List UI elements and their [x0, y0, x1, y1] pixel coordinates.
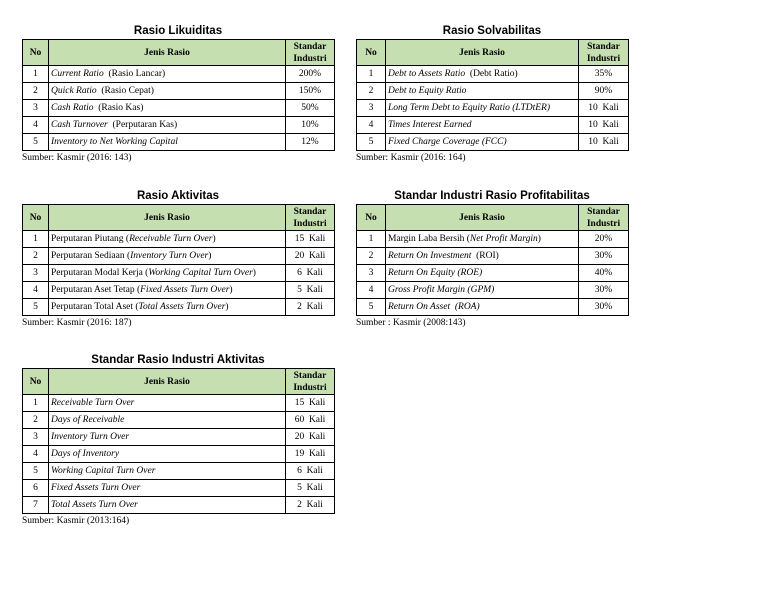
standard-value: 30%	[579, 248, 629, 265]
table-row	[23, 248, 335, 265]
ratio-name	[49, 299, 286, 316]
table-title: Standar Industri Rasio Profitabilitas	[394, 190, 590, 202]
ratio-name	[386, 117, 579, 134]
header-standar: Standar Industri	[579, 40, 629, 66]
standard-value: 30%	[579, 299, 629, 316]
ratio-name	[49, 100, 286, 117]
table-row	[23, 395, 335, 412]
ratio-name-part: Perputaran Modal Kerja (	[51, 268, 149, 278]
table-title: Rasio Aktivitas	[136, 190, 220, 202]
row-number: 4	[23, 117, 49, 134]
row-number: 3	[23, 429, 49, 446]
ratio-name-part: Fixed Assets Turn Over	[140, 285, 230, 295]
row-number: 4	[23, 446, 49, 463]
table-row	[23, 134, 335, 151]
standard-value: 20 Kali	[286, 429, 335, 446]
table-row	[23, 429, 335, 446]
ratio-name-part: )	[252, 268, 256, 278]
source-note: Sumber: Kasmir (2016: 164)	[356, 153, 466, 163]
table-title: Rasio Solvabilitas	[442, 25, 542, 37]
ratio-name-part: Fixed Charge Coverage (FCC)	[388, 137, 507, 147]
ratio-name-part: Inventory Turn Over	[51, 432, 130, 442]
ratio-name-part: Fixed Assets Turn Over	[51, 483, 141, 493]
standard-value: 6 Kali	[286, 265, 335, 282]
ratio-name-part: Times Interest Earned	[388, 120, 472, 130]
table-row	[357, 66, 629, 83]
table-row	[357, 117, 629, 134]
header-no: No	[23, 369, 49, 395]
ratio-name	[386, 299, 579, 316]
table-row	[23, 282, 335, 299]
ratio-name	[49, 282, 286, 299]
table-title: Rasio Likuiditas	[133, 25, 223, 37]
ratio-name-part: Working Capital Turn Over	[51, 466, 156, 476]
ratio-name	[49, 497, 286, 514]
table-title: Standar Rasio Industri Aktivitas	[91, 354, 265, 366]
table-row	[23, 299, 335, 316]
row-number: 2	[357, 83, 386, 100]
header-standar: Standar Industri	[579, 205, 629, 231]
ratio-name	[49, 66, 286, 83]
ratio-table	[22, 39, 335, 151]
standard-value: 19 Kali	[286, 446, 335, 463]
row-number: 5	[23, 134, 49, 151]
standard-value: 10 Kali	[579, 134, 629, 151]
table-row	[23, 497, 335, 514]
header-jenis: Jenis Rasio	[386, 205, 579, 231]
table-row	[23, 100, 335, 117]
row-number: 1	[357, 231, 386, 248]
row-number: 3	[23, 265, 49, 282]
ratio-table	[22, 204, 335, 316]
ratio-name-part: Return On Asset (ROA)	[388, 302, 480, 312]
ratio-name-part: )	[537, 234, 541, 244]
ratio-name-part: (Perputaran Kas)	[107, 120, 178, 130]
table-row	[23, 265, 335, 282]
standard-value: 10 Kali	[579, 100, 629, 117]
row-number: 5	[23, 463, 49, 480]
table-row	[23, 446, 335, 463]
row-number: 7	[23, 497, 49, 514]
source-note: Sumber : Kasmir (2008:143)	[356, 318, 466, 328]
ratio-name-part: (Rasio Cepat)	[96, 86, 154, 96]
ratio-name-part: Days of Inventory	[51, 449, 120, 459]
ratio-name-part: (Rasio Kas)	[93, 103, 144, 113]
row-number: 6	[23, 480, 49, 497]
ratio-name-part: Inventory to Net Working Capital	[51, 137, 178, 147]
ratio-name	[386, 282, 579, 299]
ratio-name-part: Return On Equity (ROE)	[388, 268, 483, 278]
table-row	[23, 480, 335, 497]
table-row	[357, 231, 629, 248]
standard-value: 30%	[579, 282, 629, 299]
table-block-likuiditas	[22, 23, 334, 163]
ratio-name	[49, 83, 286, 100]
table-body	[23, 231, 335, 316]
ratio-name-part: )	[229, 285, 233, 295]
row-number: 1	[23, 66, 49, 83]
ratio-name-part: Cash Turnover	[51, 120, 108, 130]
row-number: 2	[23, 248, 49, 265]
ratio-name-part: Debt to Equity Ratio	[388, 86, 467, 96]
ratio-name	[386, 248, 579, 265]
row-number: 4	[23, 282, 49, 299]
ratio-name-part: Perputaran Aset Tetap (	[51, 285, 141, 295]
header-standar: Standar Industri	[286, 369, 335, 395]
header-no: No	[357, 205, 386, 231]
header-no: No	[23, 205, 49, 231]
table-row	[357, 282, 629, 299]
ratio-name	[386, 134, 579, 151]
table-row	[357, 134, 629, 151]
row-number: 2	[23, 412, 49, 429]
standard-value: 60 Kali	[286, 412, 335, 429]
table-row	[357, 265, 629, 282]
table-body	[357, 231, 629, 316]
table-row	[23, 231, 335, 248]
table-block-aktivitas	[22, 188, 334, 328]
ratio-name-part: Days of Receivable	[51, 415, 125, 425]
row-number: 5	[23, 299, 49, 316]
row-number: 3	[357, 100, 386, 117]
ratio-name	[49, 395, 286, 412]
standard-value: 5 Kali	[286, 282, 335, 299]
ratio-name	[49, 429, 286, 446]
table-row	[357, 100, 629, 117]
standard-value: 20 Kali	[286, 248, 335, 265]
ratio-name-part: Total Assets Turn Over	[51, 500, 138, 510]
ratio-name-part: Perputaran Sediaan (	[51, 251, 131, 261]
ratio-name-part: Gross Profit Margin (GPM)	[388, 285, 495, 295]
row-number: 4	[357, 282, 386, 299]
ratio-name-part: Receivable Turn Over	[129, 234, 213, 244]
standard-value: 10%	[286, 117, 335, 134]
table-row	[23, 117, 335, 134]
header-jenis: Jenis Rasio	[386, 40, 579, 66]
standard-value: 50%	[286, 100, 335, 117]
row-number: 4	[357, 117, 386, 134]
table-row	[23, 463, 335, 480]
header-jenis: Jenis Rasio	[49, 205, 286, 231]
table-row	[357, 299, 629, 316]
ratio-table	[356, 204, 629, 316]
ratio-name-part: Current Ratio	[51, 69, 104, 79]
ratio-name	[386, 231, 579, 248]
ratio-table	[22, 368, 335, 514]
row-number: 1	[357, 66, 386, 83]
row-number: 3	[23, 100, 49, 117]
ratio-name-part: )	[225, 302, 229, 312]
ratio-name-part: Working Capital Turn Over	[148, 268, 253, 278]
table-row	[357, 248, 629, 265]
standard-value: 2 Kali	[286, 299, 335, 316]
ratio-name	[49, 248, 286, 265]
table-body	[357, 66, 629, 151]
table-row	[357, 83, 629, 100]
standard-value: 10 Kali	[579, 117, 629, 134]
ratio-name	[49, 463, 286, 480]
ratio-name	[49, 134, 286, 151]
ratio-name-part: Net Profit Margin	[469, 234, 538, 244]
row-number: 5	[357, 299, 386, 316]
header-no: No	[23, 40, 49, 66]
ratio-name-part: Cash Ratio	[51, 103, 94, 113]
header-jenis: Jenis Rasio	[49, 40, 286, 66]
ratio-name	[386, 83, 579, 100]
standard-value: 6 Kali	[286, 463, 335, 480]
ratio-name-part: Margin Laba Bersih (	[388, 234, 470, 244]
ratio-name-part: Long Term Debt to Equity Ratio (LTDtER)	[388, 103, 551, 113]
table-body	[23, 66, 335, 151]
ratio-name-part: Perputaran Piutang (	[51, 234, 130, 244]
ratio-name	[386, 66, 579, 83]
source-note: Sumber: Kasmir (2016: 143)	[22, 153, 132, 163]
ratio-name-part: Total Assets Turn Over	[138, 302, 226, 312]
ratio-name	[49, 446, 286, 463]
header-no: No	[357, 40, 386, 66]
ratio-name-part: Perputaran Total Aset (	[51, 302, 139, 312]
ratio-name	[49, 117, 286, 134]
ratio-name	[49, 231, 286, 248]
table-block-industri-aktivitas	[22, 352, 334, 526]
ratio-name-part: Inventory Turn Over	[130, 251, 209, 261]
ratio-name-part: )	[208, 251, 212, 261]
row-number: 2	[357, 248, 386, 265]
ratio-name	[49, 265, 286, 282]
ratio-name-part: Receivable Turn Over	[51, 398, 135, 408]
source-note: Sumber: Kasmir (2013:164)	[22, 516, 130, 526]
standard-value: 20%	[579, 231, 629, 248]
header-standar: Standar Industri	[286, 205, 335, 231]
standard-value: 15 Kali	[286, 231, 335, 248]
row-number: 1	[23, 395, 49, 412]
ratio-name-part: (ROI)	[471, 251, 499, 261]
ratio-name-part: Quick Ratio	[51, 86, 97, 96]
ratio-name	[49, 412, 286, 429]
standard-value: 15 Kali	[286, 395, 335, 412]
header-jenis: Jenis Rasio	[49, 369, 286, 395]
standard-value: 12%	[286, 134, 335, 151]
ratio-name	[386, 265, 579, 282]
ratio-name	[386, 100, 579, 117]
ratio-name-part: Debt to Assets Ratio	[388, 69, 466, 79]
standard-value: 35%	[579, 66, 629, 83]
table-row	[23, 83, 335, 100]
table-row	[23, 412, 335, 429]
row-number: 1	[23, 231, 49, 248]
table-block-profitabilitas	[356, 188, 628, 328]
standard-value: 40%	[579, 265, 629, 282]
table-block-solvabilitas	[356, 23, 628, 163]
header-standar: Standar Industri	[286, 40, 335, 66]
ratio-name-part: Return On Investment	[388, 251, 472, 261]
table-body	[23, 395, 335, 514]
standard-value: 90%	[579, 83, 629, 100]
ratio-name-part: (Debt Ratio)	[465, 69, 518, 79]
source-note: Sumber: Kasmir (2016: 187)	[22, 318, 132, 328]
table-row	[23, 66, 335, 83]
row-number: 5	[357, 134, 386, 151]
ratio-name-part: (Rasio Lancar)	[103, 69, 166, 79]
ratio-name-part: )	[212, 234, 216, 244]
row-number: 3	[357, 265, 386, 282]
standard-value: 5 Kali	[286, 480, 335, 497]
standard-value: 150%	[286, 83, 335, 100]
standard-value: 200%	[286, 66, 335, 83]
standard-value: 2 Kali	[286, 497, 335, 514]
row-number: 2	[23, 83, 49, 100]
ratio-name	[49, 480, 286, 497]
ratio-table	[356, 39, 629, 151]
